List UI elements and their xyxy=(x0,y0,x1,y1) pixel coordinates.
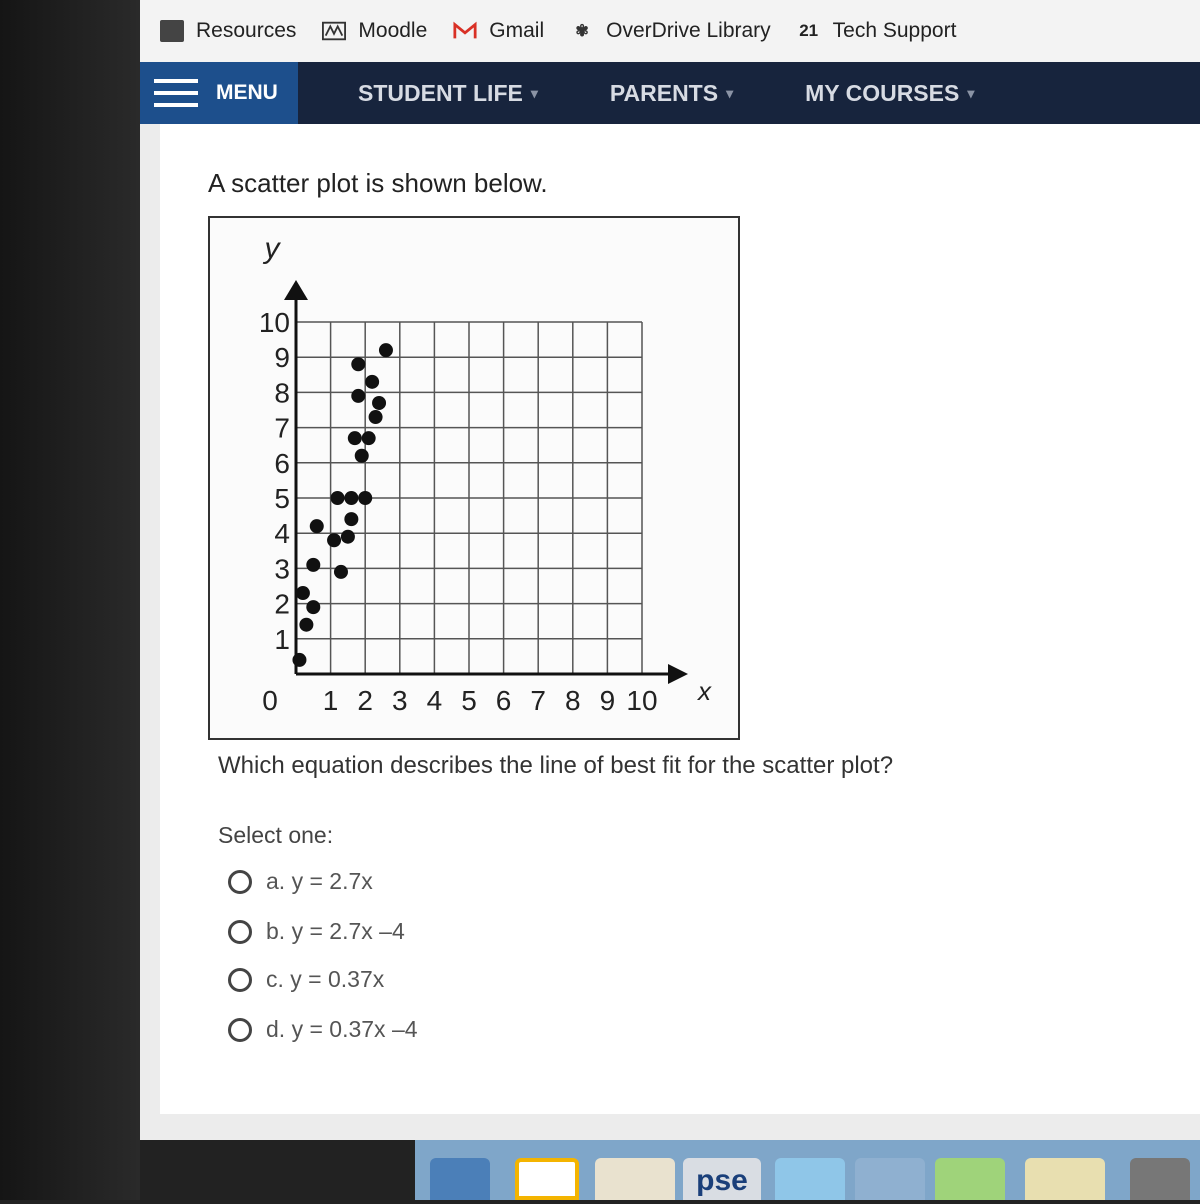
monitor-bezel xyxy=(0,0,140,1200)
x-tick-label: 8 xyxy=(565,685,581,716)
data-point xyxy=(365,375,379,389)
data-point xyxy=(348,431,362,445)
question-prompt: Which equation describes the line of best fit for the scatter plot? xyxy=(218,752,894,779)
chrome-icon[interactable] xyxy=(515,1158,579,1200)
bookmark-resources[interactable] xyxy=(160,19,296,43)
data-point xyxy=(351,357,365,371)
word-icon[interactable] xyxy=(775,1158,845,1200)
nav-label: STUDENT LIFE xyxy=(358,79,523,106)
y-tick-label: 3 xyxy=(274,553,290,585)
chevron-down-icon: ▾ xyxy=(726,84,734,101)
x-tick-label: 4 xyxy=(426,685,443,716)
taskbar xyxy=(415,1140,1200,1200)
data-point xyxy=(327,533,341,547)
option-a[interactable] xyxy=(228,868,373,895)
bookmark-overdrive[interactable] xyxy=(570,19,771,43)
data-point xyxy=(292,653,306,667)
gmail-icon xyxy=(453,20,477,42)
bookmark-label: Moodle xyxy=(358,19,428,42)
tech-support-icon: 21 xyxy=(799,21,819,40)
radio-button[interactable] xyxy=(228,1018,252,1042)
menu-label: MENU xyxy=(216,81,278,104)
y-tick-label: 4 xyxy=(274,518,290,550)
radio-button[interactable] xyxy=(228,870,252,894)
data-point xyxy=(341,530,355,544)
menu-button[interactable] xyxy=(140,62,298,124)
checkmark-app-icon[interactable] xyxy=(935,1158,1005,1200)
chevron-down-icon: ▾ xyxy=(530,84,538,101)
x-tick-label: 6 xyxy=(495,685,512,716)
nav-label: MY COURSES xyxy=(805,79,960,106)
nav-student-life[interactable] xyxy=(358,80,538,107)
question-text: A scatter plot is shown below. xyxy=(208,168,548,198)
pse-app-icon[interactable]: pse xyxy=(683,1158,761,1200)
data-point xyxy=(358,491,372,505)
nav-label: PARENTS xyxy=(609,79,719,106)
nav-parents[interactable] xyxy=(610,80,733,107)
y-tick-label: 5 xyxy=(274,483,290,514)
y-tick-label: 8 xyxy=(274,377,290,409)
overdrive-icon: ✾ xyxy=(575,23,589,40)
y-axis-label: y xyxy=(264,232,280,265)
nav-my-courses[interactable] xyxy=(805,80,974,107)
hamburger-icon xyxy=(154,79,198,107)
option-label: b. y = 2.7x –4 xyxy=(266,918,405,944)
bookmark-label: Tech Support xyxy=(832,19,957,42)
magnet-icon[interactable] xyxy=(855,1158,925,1200)
y-tick-label: 1 xyxy=(274,623,290,655)
data-point xyxy=(299,618,313,632)
y-tick-label: 7 xyxy=(274,412,290,444)
question-card xyxy=(160,124,1200,1114)
scatter-plot-frame xyxy=(208,216,740,740)
data-point xyxy=(331,491,345,505)
x-tick-label: 1 xyxy=(322,685,339,716)
bookmark-label: Resources xyxy=(196,19,297,42)
data-point xyxy=(362,431,376,445)
x-tick-label: 2 xyxy=(357,685,373,716)
data-point xyxy=(310,519,324,533)
x-tick-label: 9 xyxy=(599,685,616,716)
chevron-down-icon: ▾ xyxy=(967,84,975,101)
radio-button[interactable] xyxy=(228,920,252,944)
option-c[interactable] xyxy=(228,966,384,993)
bookmarks-bar xyxy=(140,0,1200,62)
option-label: c. y = 0.37x xyxy=(266,966,385,992)
bookmark-label: Gmail xyxy=(489,19,545,42)
browser-screen xyxy=(140,0,1200,1140)
x-tick-label: 10 xyxy=(626,685,658,716)
x-tick-label: 5 xyxy=(461,685,477,716)
data-point xyxy=(306,558,320,572)
x-tick-label: 7 xyxy=(530,685,546,716)
select-one-label: Select one: xyxy=(218,822,334,848)
data-point xyxy=(351,389,365,403)
data-point xyxy=(379,343,393,357)
x-tick-label: 0 xyxy=(262,685,278,716)
x-axis-arrow xyxy=(668,664,688,684)
data-point xyxy=(372,396,386,410)
y-tick-label: 9 xyxy=(274,342,290,374)
data-point xyxy=(334,565,348,579)
document-icon[interactable] xyxy=(1025,1158,1105,1200)
option-label: a. y = 2.7x xyxy=(266,868,373,894)
data-point xyxy=(306,600,320,614)
folder-icon xyxy=(160,20,184,42)
x-axis-label: x xyxy=(698,676,711,706)
moodle-icon xyxy=(322,20,346,42)
bookmark-tech-support[interactable] xyxy=(797,19,957,43)
y-tick-label: 10 xyxy=(258,307,290,338)
option-d[interactable] xyxy=(228,1016,418,1043)
app-icon[interactable] xyxy=(1130,1158,1190,1200)
y-tick-label: 2 xyxy=(274,588,290,620)
finder-icon[interactable] xyxy=(430,1158,490,1200)
data-point xyxy=(369,410,383,424)
option-label: d. y = 0.37x –4 xyxy=(266,1016,418,1042)
notes-icon[interactable] xyxy=(595,1158,675,1200)
x-tick-label: 3 xyxy=(392,685,408,716)
site-navbar xyxy=(140,62,1200,124)
bookmark-gmail[interactable] xyxy=(453,19,544,43)
bookmark-moodle[interactable] xyxy=(322,19,427,43)
data-point xyxy=(355,449,369,463)
y-axis-arrow xyxy=(284,280,308,300)
bookmark-label: OverDrive Library xyxy=(606,19,771,42)
scatter-plot xyxy=(210,218,738,738)
data-point xyxy=(344,491,358,505)
radio-button[interactable] xyxy=(228,968,252,992)
option-b[interactable] xyxy=(228,918,405,945)
data-point xyxy=(296,586,310,600)
data-point xyxy=(344,512,358,526)
y-tick-label: 6 xyxy=(274,447,290,479)
